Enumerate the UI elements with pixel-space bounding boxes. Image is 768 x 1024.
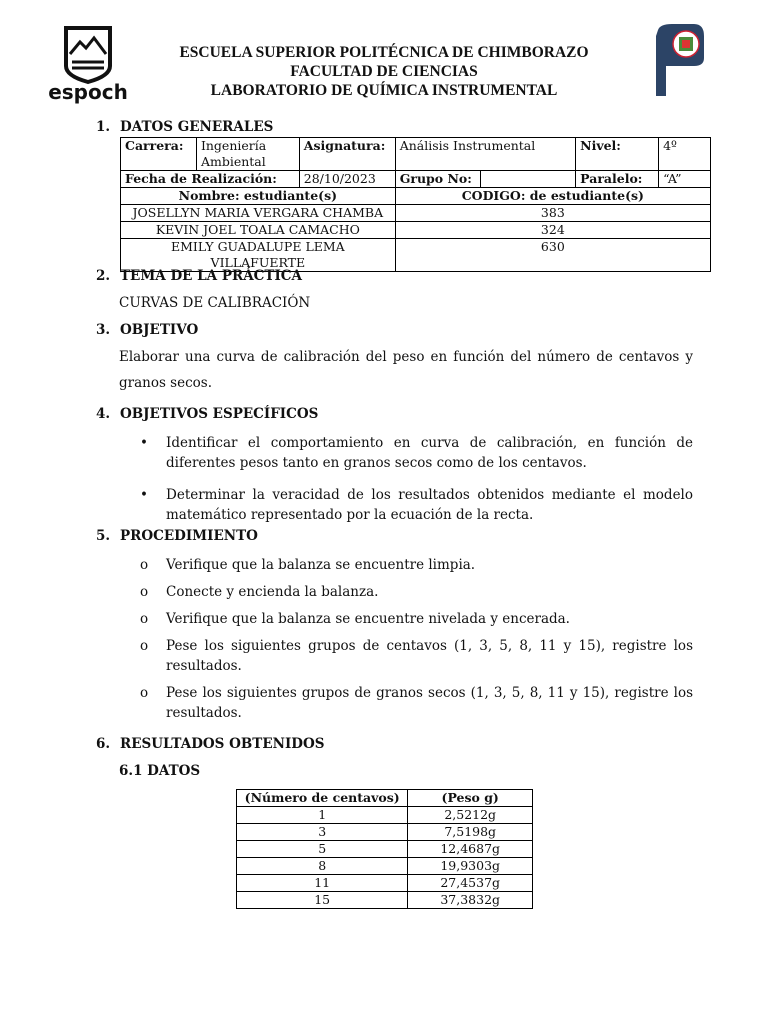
codigo-header: CODIGO: de estudiante(s) bbox=[395, 188, 710, 205]
student-code: 324 bbox=[395, 222, 710, 239]
nombre-header: Nombre: estudiante(s) bbox=[121, 188, 396, 205]
student-name: KEVIN JOEL TOALA CAMACHO bbox=[121, 222, 396, 239]
table-row: 5 12,4687g bbox=[237, 841, 533, 858]
header-line-3: LABORATORIO DE QUÍMICA INSTRUMENTAL bbox=[210, 82, 558, 99]
list-item: o Verifique que la balanza se encuentre nivelada y encerada. bbox=[140, 611, 570, 627]
asignatura-label: Asignatura: bbox=[299, 138, 395, 171]
espoch-logo bbox=[48, 24, 128, 104]
bullet-marker: • bbox=[140, 487, 148, 503]
table-header-row bbox=[237, 790, 533, 807]
objective-text: Elaborar una curva de calibración del peso en función del número de centavos y granos secos. bbox=[119, 349, 693, 391]
practice-topic: CURVAS DE CALIBRACIÓN bbox=[119, 295, 311, 311]
carrera-label: Carrera: bbox=[121, 138, 197, 171]
student-name: EMILY GUADALUPE LEMA VILLAFUERTE bbox=[121, 239, 396, 272]
header-line-1: ESCUELA SUPERIOR POLITÉCNICA DE CHIMBORAZO bbox=[179, 44, 589, 61]
carrera-value: Ingeniería Ambiental bbox=[196, 138, 299, 171]
nivel-value: 4º bbox=[659, 138, 711, 171]
bullet-marker: o bbox=[140, 557, 149, 573]
grupo-label: Grupo No: bbox=[396, 171, 481, 187]
nivel-label: Nivel: bbox=[576, 138, 659, 171]
institution-header bbox=[140, 43, 628, 100]
table-row: 1 2,5212g bbox=[237, 807, 533, 824]
procedure-list bbox=[140, 555, 693, 730]
table-row bbox=[121, 205, 711, 222]
header-line-2: FACULTAD DE CIENCIAS bbox=[290, 63, 478, 80]
section-1-heading: 1. DATOS GENERALES bbox=[96, 119, 274, 135]
specific-objectives-list bbox=[140, 433, 693, 537]
list-item: • Identificar el comportamiento en curva de calibración, en función de diferentes pesos tanto en granos secos como de los centavos. bbox=[140, 435, 693, 471]
fecha-label: Fecha de Realización: bbox=[121, 171, 300, 188]
table-row bbox=[121, 171, 711, 188]
table-row: 11 27,4537g bbox=[237, 875, 533, 892]
grupo-value bbox=[481, 171, 489, 187]
list-item: o Conecte y encienda la balanza. bbox=[140, 584, 379, 600]
table-row bbox=[121, 138, 711, 171]
section-5-heading: 5. PROCEDIMIENTO bbox=[96, 528, 258, 544]
general-data-table bbox=[120, 137, 711, 272]
bullet-marker: o bbox=[140, 685, 149, 701]
subsection-6-1-heading: 6.1 DATOS bbox=[119, 763, 201, 779]
list-item: • Determinar la veracidad de los resultados obtenidos mediante el modelo matemático representado por la ecuación de la recta. bbox=[140, 487, 693, 523]
bullet-marker: o bbox=[140, 584, 149, 600]
student-name: JOSELLYN MARIA VERGARA CHAMBA bbox=[121, 205, 396, 222]
column-header-count: (Número de centavos) bbox=[237, 790, 408, 807]
list-item: o Pese los siguientes grupos de granos secos (1, 3, 5, 8, 11 y 15), registre los resultados. bbox=[140, 685, 693, 721]
table-row bbox=[121, 222, 711, 239]
results-table bbox=[236, 789, 533, 909]
section-6-heading: 6. RESULTADOS OBTENIDOS bbox=[96, 736, 325, 752]
bullet-marker: • bbox=[140, 435, 148, 451]
espoch-logo-text: espoch bbox=[48, 80, 128, 104]
list-item: o Pese los siguientes grupos de centavos (1, 3, 5, 8, 11 y 15), registre los resultados. bbox=[140, 638, 693, 674]
section-3-heading: 3. OBJETIVO bbox=[96, 322, 199, 338]
fecha-value: 28/10/2023 bbox=[299, 171, 395, 188]
paralelo-value: “A” bbox=[659, 171, 711, 188]
table-row: 3 7,5198g bbox=[237, 824, 533, 841]
table-row bbox=[121, 188, 711, 205]
bullet-marker: o bbox=[140, 611, 149, 627]
bullet-marker: o bbox=[140, 638, 149, 654]
table-row bbox=[121, 239, 711, 272]
asignatura-value: Análisis Instrumental bbox=[395, 138, 575, 171]
faculty-logo bbox=[650, 22, 706, 100]
paralelo-label: Paralelo: bbox=[576, 171, 659, 188]
student-code: 383 bbox=[395, 205, 710, 222]
table-row: 15 37,3832g bbox=[237, 892, 533, 909]
section-2-heading: 2. TEMA DE LA PRÁCTICA bbox=[96, 268, 302, 284]
student-code: 630 bbox=[395, 239, 710, 272]
column-header-weight: (Peso g) bbox=[408, 790, 533, 807]
table-row: 8 19,9303g bbox=[237, 858, 533, 875]
section-4-heading: 4. OBJETIVOS ESPECÍFICOS bbox=[96, 406, 319, 422]
list-item: o Verifique que la balanza se encuentre limpia. bbox=[140, 557, 476, 573]
grupo-cell bbox=[395, 171, 575, 188]
